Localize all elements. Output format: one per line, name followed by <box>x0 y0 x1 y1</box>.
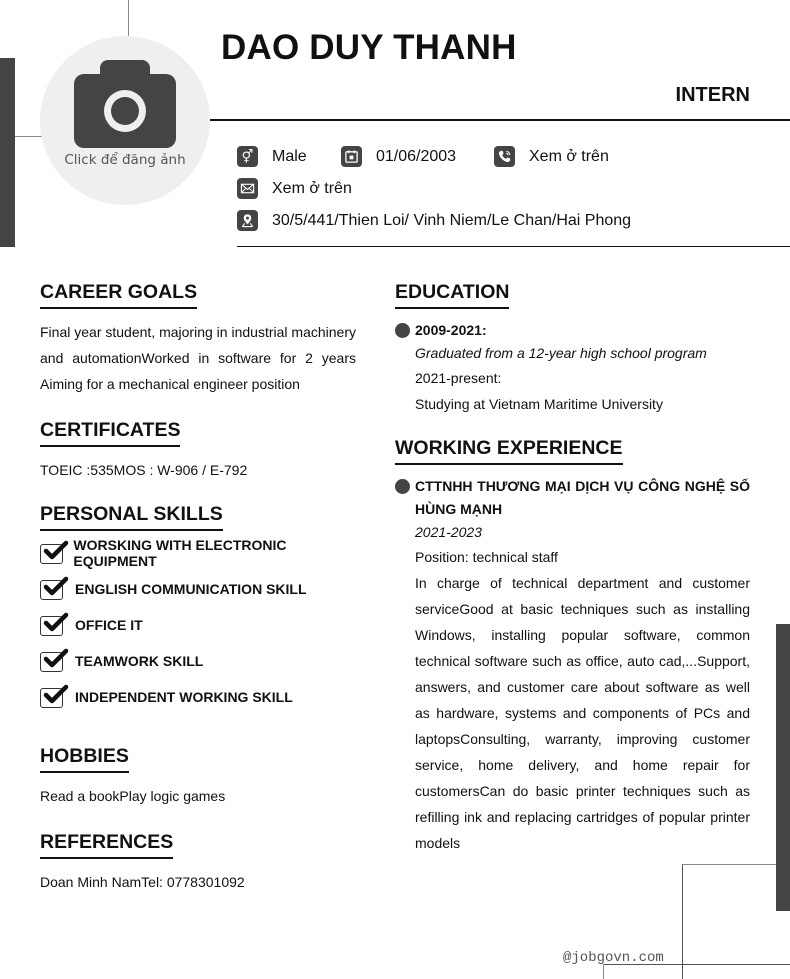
avatar-upload-label: Click để đăng ảnh <box>64 152 186 168</box>
checkbox-checked-icon <box>40 650 67 672</box>
decorative-line <box>128 0 129 36</box>
address-field <box>237 210 631 231</box>
company-name: CTTNHH THƯƠNG MẠI DỊCH VỤ CÔNG NGHỆ SỐ HÙNG MẠNH <box>415 478 750 517</box>
phone-value: Xem ở trên <box>529 147 609 165</box>
hobbies-section <box>40 745 356 809</box>
dob-value: 01/06/2003 <box>376 147 457 165</box>
certificates-text: TOEIC :535MOS : W-906 / E-792 <box>40 462 248 478</box>
contact-row-2 <box>237 178 352 199</box>
address-value: 30/5/441/Thien Loi/ Vinh Niem/Le Chan/Hai Phong <box>272 211 632 229</box>
contact-row-3 <box>237 210 631 231</box>
hobbies-text: Read a bookPlay logic games <box>40 788 226 804</box>
section-title: CERTIFICATES <box>40 419 180 447</box>
left-column <box>40 281 356 895</box>
mail-icon <box>237 178 258 199</box>
skill-label: TEAMWORK SKILL <box>75 653 204 669</box>
personal-skills-section <box>40 503 356 715</box>
section-title: EDUCATION <box>395 281 509 309</box>
checkbox-checked-icon <box>40 578 67 600</box>
education-entry <box>395 319 750 417</box>
divider <box>210 119 790 121</box>
section-title: HOBBIES <box>40 745 129 773</box>
experience-entry <box>395 475 750 856</box>
calendar-icon <box>341 146 362 167</box>
experience-period: 2021-2023 <box>415 524 482 540</box>
experience-position: Position: technical staff <box>415 549 558 565</box>
skill-item <box>40 535 356 571</box>
gender-value: Male <box>272 147 307 165</box>
contact-row-1 <box>237 146 609 167</box>
references-section <box>40 831 356 895</box>
checkbox-checked-icon <box>40 542 65 564</box>
candidate-role: INTERN <box>675 84 750 106</box>
skill-label: WORSKING WITH ELECTRONIC EQUIPMENT <box>73 537 287 569</box>
education-section <box>395 281 750 417</box>
decorative-bar-left <box>0 58 15 247</box>
skill-label: ENGLISH COMMUNICATION SKILL <box>75 581 307 597</box>
bullet-icon <box>395 323 410 338</box>
email-field <box>237 178 352 199</box>
decorative-line <box>603 964 604 979</box>
experience-section <box>395 437 750 856</box>
camera-icon <box>74 60 176 150</box>
email-value: Xem ở trên <box>272 179 352 197</box>
career-goals-text: Final year student, majoring in industrial machinery and automationWorked in software for 2 years Aiming for a mechanical engineer position <box>40 324 356 392</box>
education-line: Studying at Vietnam Maritime University <box>415 396 663 412</box>
certificates-section <box>40 419 356 483</box>
dob-field <box>341 146 494 167</box>
section-title: REFERENCES <box>40 831 173 859</box>
skill-label: OFFICE IT <box>75 617 143 633</box>
experience-description: In charge of technical department and customer serviceGood at basic techniques such as installing Windows, installing popular software, common technical software such as office, auto cad,...Support, answers, and customer care about software as well as hardware, systems and components of PCs and laptopsConsulting, warranty, improving customer service, home delivery, and home repair for customersCan do basic printer techniques such as refilling ink and replacing cartridges of popular printer models <box>415 575 750 851</box>
checkbox-checked-icon <box>40 614 67 636</box>
section-title: WORKING EXPERIENCE <box>395 437 623 465</box>
location-icon <box>237 210 258 231</box>
gender-field <box>237 146 341 167</box>
education-detail: Graduated from a 12-year high school program <box>415 345 707 361</box>
education-period: 2009-2021: <box>415 322 487 338</box>
bullet-icon <box>395 479 410 494</box>
skill-item <box>40 607 356 643</box>
skill-item <box>40 679 356 715</box>
candidate-name: DAO DUY THANH <box>221 28 517 67</box>
phone-icon <box>494 146 515 167</box>
avatar-upload[interactable] <box>40 36 210 205</box>
phone-field <box>494 146 609 167</box>
decorative-line <box>15 136 42 137</box>
career-goals-section <box>40 281 356 397</box>
education-line: 2021-present: <box>415 370 502 386</box>
skill-item <box>40 571 356 607</box>
decorative-box <box>682 864 776 979</box>
divider <box>237 246 790 247</box>
section-title: CAREER GOALS <box>40 281 197 309</box>
checkbox-checked-icon <box>40 686 67 708</box>
decorative-bar-right <box>776 624 790 911</box>
right-column <box>395 281 750 856</box>
skill-label: INDEPENDENT WORKING SKILL <box>75 689 293 705</box>
skill-item <box>40 643 356 679</box>
gender-icon: ⚥ <box>237 146 258 167</box>
section-title: PERSONAL SKILLS <box>40 503 223 531</box>
watermark: @jobgovn.com <box>563 950 664 966</box>
references-text: Doan Minh NamTel: 0778301092 <box>40 874 245 890</box>
